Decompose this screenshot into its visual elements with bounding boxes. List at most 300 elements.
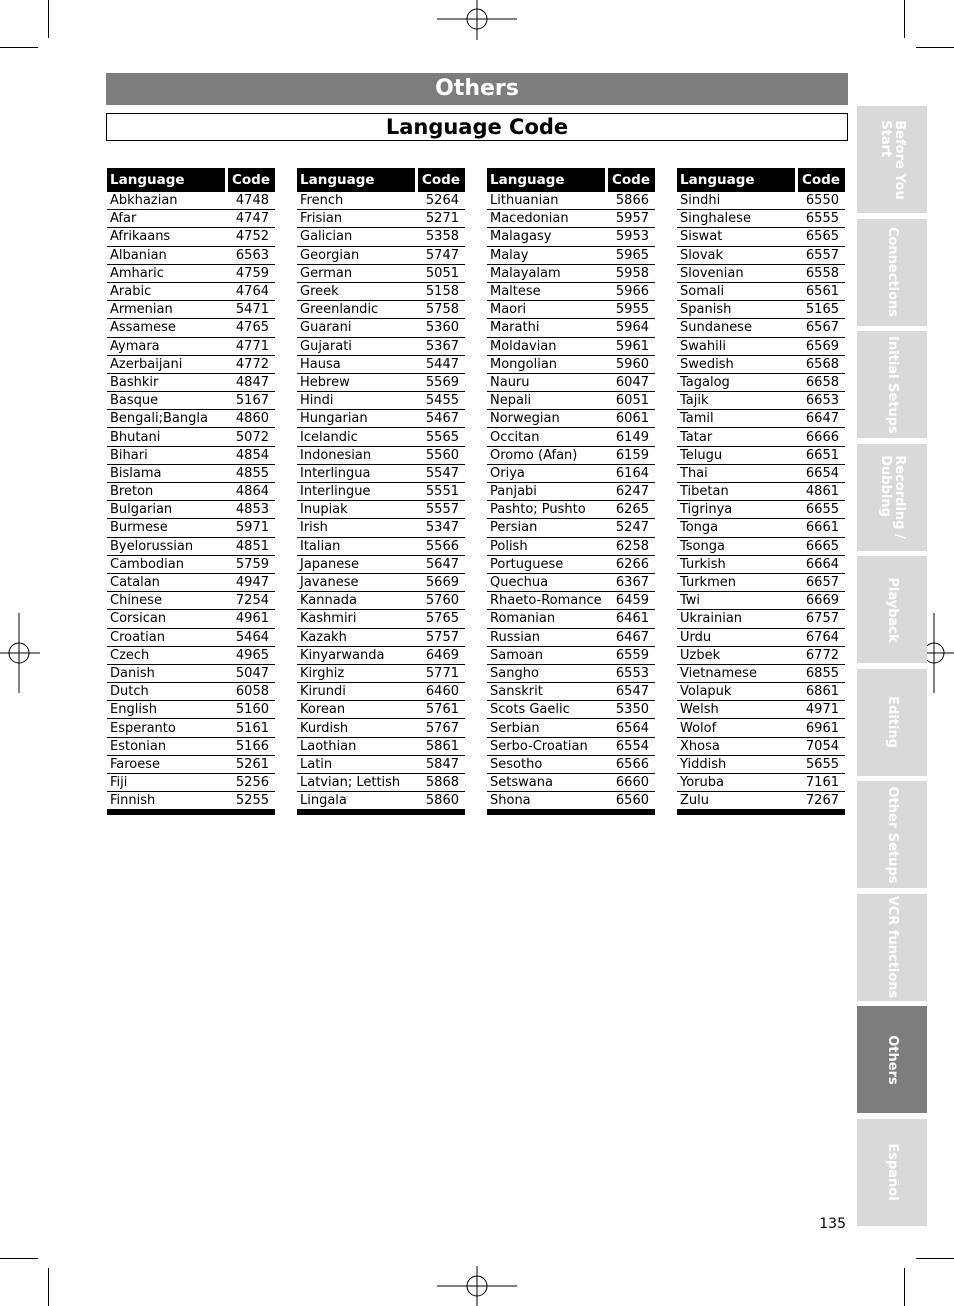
- table-row: [677, 246, 845, 264]
- table-row: [297, 573, 465, 591]
- language-name: Volapuk: [677, 683, 797, 701]
- language-code: 4771: [227, 337, 276, 355]
- language-code: 4860: [227, 410, 276, 428]
- language-name: Quechua: [487, 573, 607, 591]
- table-row: [297, 228, 465, 246]
- language-name: Oromo (Afan): [487, 446, 607, 464]
- language-code: 6660: [607, 774, 656, 792]
- table-row: [297, 319, 465, 337]
- language-code: 6247: [607, 483, 656, 501]
- table-row: [107, 228, 275, 246]
- language-name: Kashmiri: [297, 610, 417, 628]
- table-row: [297, 701, 465, 719]
- table-row: [677, 428, 845, 446]
- language-name: Setswana: [487, 774, 607, 792]
- language-code: 6764: [797, 628, 846, 646]
- language-code: 6460: [417, 683, 466, 701]
- language-code: 4764: [227, 282, 276, 300]
- table-row: [297, 337, 465, 355]
- table-row: [487, 210, 655, 228]
- language-name: Javanese: [297, 573, 417, 591]
- language-code: 5955: [607, 301, 656, 319]
- language-name: Breton: [107, 483, 227, 501]
- language-name: Singhalese: [677, 210, 797, 228]
- side-tab-recording-dubbing: [857, 444, 927, 551]
- side-tab-label: Initial Setups: [885, 335, 900, 434]
- language-name: Bislama: [107, 464, 227, 482]
- table-row: [487, 555, 655, 573]
- language-code: 6058: [227, 683, 276, 701]
- language-code: 4947: [227, 573, 276, 591]
- language-name: Galician: [297, 228, 417, 246]
- language-code: 4765: [227, 319, 276, 337]
- table-row: [297, 373, 465, 391]
- language-name: Sindhi: [677, 192, 797, 210]
- language-code: 5347: [417, 519, 466, 537]
- table-row: [107, 464, 275, 482]
- table-row: [677, 683, 845, 701]
- language-code: 5953: [607, 228, 656, 246]
- registration-mark: [437, 1266, 517, 1306]
- language-name: Hungarian: [297, 410, 417, 428]
- table-row: [297, 355, 465, 373]
- language-code: 5358: [417, 228, 466, 246]
- language-name: Samoan: [487, 646, 607, 664]
- table-row: [107, 683, 275, 701]
- header-language: Language: [487, 168, 607, 192]
- language-code: 5757: [417, 628, 466, 646]
- header-language: Language: [107, 168, 227, 192]
- table-row: [677, 483, 845, 501]
- language-code: 4971: [797, 701, 846, 719]
- language-code: 5264: [417, 192, 466, 210]
- table-row: [677, 337, 845, 355]
- language-name: Armenian: [107, 301, 227, 319]
- language-name: Siswat: [677, 228, 797, 246]
- crop-mark: [48, 1268, 49, 1306]
- language-name: Icelandic: [297, 428, 417, 446]
- language-code: 6661: [797, 519, 846, 537]
- language-code: 6664: [797, 555, 846, 573]
- table-row: [107, 319, 275, 337]
- language-name: Greek: [297, 282, 417, 300]
- language-code: 5255: [227, 792, 276, 810]
- table-row: [677, 737, 845, 755]
- language-code: 6164: [607, 464, 656, 482]
- language-code: 6772: [797, 646, 846, 664]
- language-code: 6961: [797, 719, 846, 737]
- registration-mark: [437, 0, 517, 40]
- crop-mark: [916, 1258, 954, 1259]
- language-name: Portuguese: [487, 555, 607, 573]
- language-name: Tsonga: [677, 537, 797, 555]
- language-name: Norwegian: [487, 410, 607, 428]
- language-code-table: [487, 168, 655, 815]
- language-name: Wolof: [677, 719, 797, 737]
- language-name: Russian: [487, 628, 607, 646]
- table-row: [107, 428, 275, 446]
- language-code: 4851: [227, 537, 276, 555]
- language-code: 6568: [797, 355, 846, 373]
- language-name: Faroese: [107, 755, 227, 773]
- language-name: Vietnamese: [677, 664, 797, 682]
- language-name: Malagasy: [487, 228, 607, 246]
- language-code: 5747: [417, 246, 466, 264]
- table-row: [297, 719, 465, 737]
- table-row: [107, 192, 275, 210]
- language-code: 5760: [417, 592, 466, 610]
- language-code: 6757: [797, 610, 846, 628]
- language-name: Romanian: [487, 610, 607, 628]
- language-name: Rhaeto-Romance: [487, 592, 607, 610]
- language-name: Amharic: [107, 264, 227, 282]
- table-row: [297, 664, 465, 682]
- language-code: 4748: [227, 192, 276, 210]
- language-name: Basque: [107, 392, 227, 410]
- table-row: [107, 392, 275, 410]
- language-code: 5971: [227, 519, 276, 537]
- language-name: Malay: [487, 246, 607, 264]
- side-tab-label: Español: [885, 1143, 900, 1201]
- language-name: Danish: [107, 664, 227, 682]
- table-row: [487, 301, 655, 319]
- table-row: [487, 501, 655, 519]
- table-row: [487, 610, 655, 628]
- language-name: Zulu: [677, 792, 797, 810]
- table-row: [487, 737, 655, 755]
- language-name: Tamil: [677, 410, 797, 428]
- language-name: Gujarati: [297, 337, 417, 355]
- language-name: Japanese: [297, 555, 417, 573]
- language-code: 5669: [417, 573, 466, 591]
- language-code: 5447: [417, 355, 466, 373]
- table-row: [107, 519, 275, 537]
- language-name: Welsh: [677, 701, 797, 719]
- language-code: 4854: [227, 446, 276, 464]
- table-row: [107, 774, 275, 792]
- language-name: Bengali;Bangla: [107, 410, 227, 428]
- language-name: Hindi: [297, 392, 417, 410]
- language-code: 5655: [797, 755, 846, 773]
- language-code: 6459: [607, 592, 656, 610]
- language-name: Bashkir: [107, 373, 227, 391]
- language-name: Bulgarian: [107, 501, 227, 519]
- language-code: 5965: [607, 246, 656, 264]
- language-name: Cambodian: [107, 555, 227, 573]
- language-name: Interlingua: [297, 464, 417, 482]
- language-name: German: [297, 264, 417, 282]
- table-row: [297, 210, 465, 228]
- table-row: [107, 664, 275, 682]
- language-name: Oriya: [487, 464, 607, 482]
- language-code: 6461: [607, 610, 656, 628]
- language-code: 5547: [417, 464, 466, 482]
- table-row: [297, 683, 465, 701]
- table-row: [677, 610, 845, 628]
- table-row: [487, 282, 655, 300]
- language-code: 5961: [607, 337, 656, 355]
- language-name: Serbo-Croatian: [487, 737, 607, 755]
- table-row: [297, 774, 465, 792]
- language-name: Spanish: [677, 301, 797, 319]
- page-number: 135: [819, 1216, 846, 1232]
- language-code: 6567: [797, 319, 846, 337]
- language-code: 4961: [227, 610, 276, 628]
- language-code: 6561: [797, 282, 846, 300]
- table-row: [297, 592, 465, 610]
- language-code: 5051: [417, 264, 466, 282]
- crop-mark: [0, 47, 38, 48]
- side-tab-label: VCR functions: [885, 895, 900, 999]
- language-name: Interlingue: [297, 483, 417, 501]
- language-name: Bihari: [107, 446, 227, 464]
- table-row: [487, 410, 655, 428]
- language-name: Czech: [107, 646, 227, 664]
- language-code: 5551: [417, 483, 466, 501]
- language-name: Polish: [487, 537, 607, 555]
- table-row: [487, 701, 655, 719]
- language-name: Kirundi: [297, 683, 417, 701]
- language-name: Yoruba: [677, 774, 797, 792]
- language-name: Hebrew: [297, 373, 417, 391]
- table-row: [487, 664, 655, 682]
- language-code: 5958: [607, 264, 656, 282]
- table-row: [107, 792, 275, 810]
- language-code: 6554: [607, 737, 656, 755]
- crop-mark: [916, 47, 954, 48]
- language-code: 4747: [227, 210, 276, 228]
- language-name: Dutch: [107, 683, 227, 701]
- language-code: 6266: [607, 555, 656, 573]
- header-code: Code: [797, 168, 846, 192]
- language-code: 6367: [607, 573, 656, 591]
- crop-mark: [904, 1268, 905, 1306]
- language-name: Azerbaijani: [107, 355, 227, 373]
- language-code: 6665: [797, 537, 846, 555]
- language-name: Lithuanian: [487, 192, 607, 210]
- language-name: Twi: [677, 592, 797, 610]
- table-row: [487, 392, 655, 410]
- language-code: 5566: [417, 537, 466, 555]
- language-name: Arabic: [107, 282, 227, 300]
- table-row: [677, 446, 845, 464]
- table-row: [297, 519, 465, 537]
- language-name: Sundanese: [677, 319, 797, 337]
- table-row: [107, 446, 275, 464]
- language-name: Sanskrit: [487, 683, 607, 701]
- language-code: 6651: [797, 446, 846, 464]
- language-name: Occitan: [487, 428, 607, 446]
- language-code: 4855: [227, 464, 276, 482]
- language-code: 5960: [607, 355, 656, 373]
- crop-mark: [48, 0, 49, 38]
- table-row: [107, 337, 275, 355]
- language-name: Urdu: [677, 628, 797, 646]
- language-code: 6569: [797, 337, 846, 355]
- language-code: 5360: [417, 319, 466, 337]
- language-name: Tigrinya: [677, 501, 797, 519]
- table-row: [487, 373, 655, 391]
- table-row: [107, 592, 275, 610]
- language-name: Uzbek: [677, 646, 797, 664]
- table-row: [107, 701, 275, 719]
- table-row: [297, 282, 465, 300]
- language-code: 6547: [607, 683, 656, 701]
- language-name: Latin: [297, 755, 417, 773]
- language-name: Tonga: [677, 519, 797, 537]
- language-name: Sesotho: [487, 755, 607, 773]
- side-tab-others: [857, 1006, 927, 1113]
- language-name: Yiddish: [677, 755, 797, 773]
- language-name: Lingala: [297, 792, 417, 810]
- side-tab-label: Others: [885, 1034, 900, 1085]
- language-code: 6657: [797, 573, 846, 591]
- table-row: [107, 737, 275, 755]
- table-row: [677, 573, 845, 591]
- language-code: 5247: [607, 519, 656, 537]
- table-row: [487, 719, 655, 737]
- language-name: Abkhazian: [107, 192, 227, 210]
- language-code: 5957: [607, 210, 656, 228]
- language-name: Burmese: [107, 519, 227, 537]
- header-code: Code: [227, 168, 276, 192]
- table-row: [677, 392, 845, 410]
- language-name: Telugu: [677, 446, 797, 464]
- language-code: 5471: [227, 301, 276, 319]
- language-name: Kirghiz: [297, 664, 417, 682]
- language-name: Afrikaans: [107, 228, 227, 246]
- language-name: Persian: [487, 519, 607, 537]
- side-tab-editing: [857, 669, 927, 776]
- table-row: [677, 319, 845, 337]
- language-name: Laothian: [297, 737, 417, 755]
- language-code: 6566: [607, 755, 656, 773]
- language-code: 4847: [227, 373, 276, 391]
- language-name: Panjabi: [487, 483, 607, 501]
- table-row: [677, 464, 845, 482]
- language-code: 5261: [227, 755, 276, 773]
- table-row: [677, 228, 845, 246]
- language-code: 6469: [417, 646, 466, 664]
- language-code: 5866: [607, 192, 656, 210]
- language-name: Scots Gaelic: [487, 701, 607, 719]
- language-code: 5860: [417, 792, 466, 810]
- language-code: 5767: [417, 719, 466, 737]
- language-code: 6061: [607, 410, 656, 428]
- language-code: 5861: [417, 737, 466, 755]
- language-code: 5160: [227, 701, 276, 719]
- language-code-table: [297, 168, 465, 815]
- table-row: [677, 664, 845, 682]
- language-code: 5557: [417, 501, 466, 519]
- table-row: [677, 501, 845, 519]
- table-row: [107, 501, 275, 519]
- table-end-rule: [107, 810, 275, 816]
- language-name: Fiji: [107, 774, 227, 792]
- language-name: Indonesian: [297, 446, 417, 464]
- table-row: [487, 774, 655, 792]
- language-name: Bhutani: [107, 428, 227, 446]
- language-code: 6653: [797, 392, 846, 410]
- language-code: 5350: [607, 701, 656, 719]
- language-name: Maltese: [487, 282, 607, 300]
- table-row: [677, 282, 845, 300]
- table-row: [107, 646, 275, 664]
- language-code-table: [677, 168, 845, 815]
- language-code-table: [107, 168, 275, 815]
- language-name: Kannada: [297, 592, 417, 610]
- table-row: [297, 464, 465, 482]
- language-code: 4965: [227, 646, 276, 664]
- language-code: 5455: [417, 392, 466, 410]
- table-row: [107, 282, 275, 300]
- language-name: Malayalam: [487, 264, 607, 282]
- table-row: [297, 755, 465, 773]
- language-code: 5166: [227, 737, 276, 755]
- table-row: [487, 337, 655, 355]
- language-name: Ukrainian: [677, 610, 797, 628]
- language-name: Marathi: [487, 319, 607, 337]
- language-code: 5759: [227, 555, 276, 573]
- language-code: 6647: [797, 410, 846, 428]
- table-row: [487, 246, 655, 264]
- table-row: [677, 646, 845, 664]
- table-row: [677, 373, 845, 391]
- table-row: [297, 737, 465, 755]
- table-row: [297, 792, 465, 810]
- table-row: [487, 537, 655, 555]
- language-code: 5966: [607, 282, 656, 300]
- language-name: Nauru: [487, 373, 607, 391]
- registration-mark: [0, 613, 40, 693]
- language-code: 5761: [417, 701, 466, 719]
- language-code: 6557: [797, 246, 846, 264]
- language-name: Slovak: [677, 246, 797, 264]
- table-row: [487, 264, 655, 282]
- side-tab-vcr-functions: [857, 894, 927, 1001]
- language-code: 7254: [227, 592, 276, 610]
- language-name: Assamese: [107, 319, 227, 337]
- language-name: Swahili: [677, 337, 797, 355]
- side-tab-label: Other Setups: [885, 786, 900, 883]
- language-code: 5165: [797, 301, 846, 319]
- language-code: 5569: [417, 373, 466, 391]
- header-code: Code: [417, 168, 466, 192]
- side-tab-label: Recording / Dubbing: [878, 455, 907, 539]
- table-row: [297, 628, 465, 646]
- table-row: [677, 192, 845, 210]
- table-row: [487, 755, 655, 773]
- table-row: [297, 392, 465, 410]
- language-name: Mongolian: [487, 355, 607, 373]
- language-code: 6467: [607, 628, 656, 646]
- language-code: 6159: [607, 446, 656, 464]
- side-tab-other-setups: [857, 781, 927, 888]
- language-name: Sangho: [487, 664, 607, 682]
- language-code: 5256: [227, 774, 276, 792]
- language-name: Kazakh: [297, 628, 417, 646]
- table-row: [297, 301, 465, 319]
- language-code: 6565: [797, 228, 846, 246]
- language-name: Nepali: [487, 392, 607, 410]
- language-name: Estonian: [107, 737, 227, 755]
- language-name: Maori: [487, 301, 607, 319]
- header-code: Code: [607, 168, 656, 192]
- table-row: [677, 210, 845, 228]
- side-tab-initial-setups: [857, 331, 927, 438]
- language-code: 5771: [417, 664, 466, 682]
- language-code: 5047: [227, 664, 276, 682]
